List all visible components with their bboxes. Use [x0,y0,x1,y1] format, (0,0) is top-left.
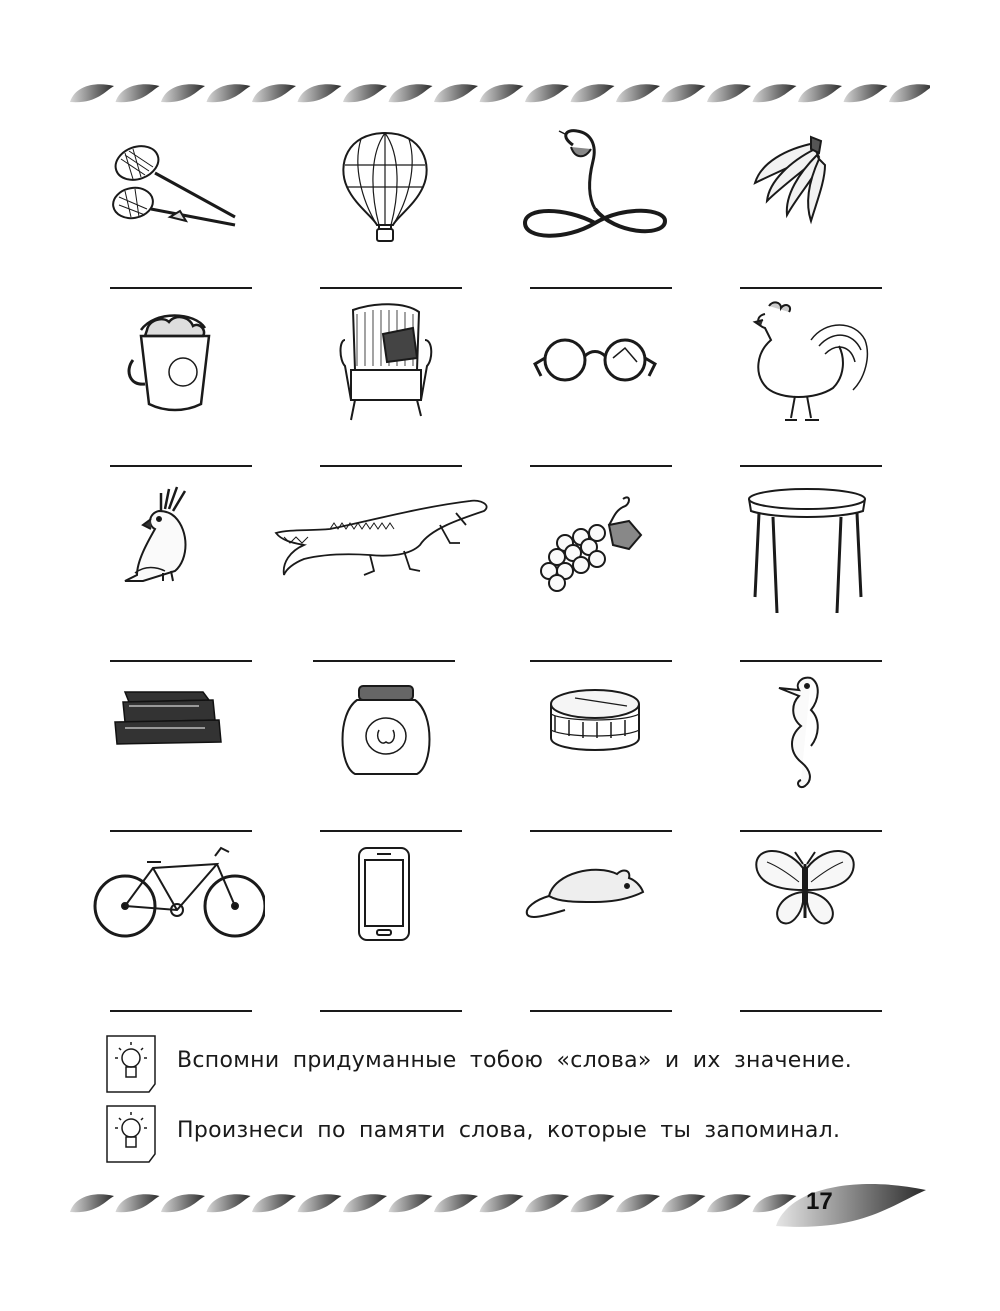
answer-line[interactable] [320,830,462,832]
picture-cell [295,125,475,295]
picture-cell [715,300,895,470]
picture-cell [505,125,685,295]
butterfly-icon [715,840,895,980]
leaf-ornament [298,1194,342,1212]
picture-cell [505,300,685,470]
picture-cell [85,670,265,840]
lightbulb-icon [105,1034,157,1094]
leaf-ornament [434,1194,478,1212]
hint-text: Вспомни придуманные тобою «слова» и их значение. [177,1048,853,1073]
books-icon [85,670,265,810]
answer-line[interactable] [320,465,462,467]
bicycle-icon [85,840,265,980]
answer-line[interactable] [320,1010,462,1012]
picture-cell [295,670,475,840]
leaf-ornament [707,1194,751,1212]
answer-line[interactable] [740,1010,882,1012]
answer-line[interactable] [740,660,882,662]
answer-line[interactable] [740,830,882,832]
picture-cell [505,485,685,655]
picture-cell [270,485,500,655]
drum-icon [505,670,685,810]
hint-text: Произнеси по памяти слова, которые ты запоминал. [177,1118,841,1143]
armchair-icon [295,300,475,440]
picture-cell [715,840,895,1010]
answer-line[interactable] [110,660,252,662]
leaf-ornament [70,1194,114,1212]
leaf-ornament [116,1194,160,1212]
cobra-icon [505,125,685,265]
answer-line[interactable] [110,465,252,467]
cockatoo-icon [85,485,265,625]
leaf-ornament [480,1194,524,1212]
picture-cell [85,125,265,295]
leaf-ornament [389,1194,433,1212]
answer-line[interactable] [740,465,882,467]
rooster-icon [715,300,895,440]
answer-line[interactable] [320,287,462,289]
seahorse-icon [715,670,895,810]
page-number: 17 [806,1188,833,1215]
leaf-icon [770,1166,930,1238]
leaf-ornament [616,1194,660,1212]
leaf-ornament [571,1194,615,1212]
hint-row [105,1034,905,1094]
answer-line[interactable] [110,830,252,832]
page-number-badge [770,1166,930,1238]
jar-icon [295,670,475,810]
leaf-ornament [252,1194,296,1212]
picture-cell [295,840,475,1010]
picture-cell [715,485,895,655]
smartphone-icon [295,840,475,980]
answer-line[interactable] [530,465,672,467]
leaf-ornament [343,1194,387,1212]
answer-line[interactable] [530,660,672,662]
mouse-icon [505,840,685,980]
hot-air-balloon-icon [295,125,475,265]
answer-line[interactable] [530,287,672,289]
answer-line[interactable] [740,287,882,289]
picture-cell [505,840,685,1010]
picture-cell [85,300,265,470]
badminton-rackets-icon [85,125,265,265]
glasses-icon [505,300,685,440]
picture-cell [295,300,475,470]
answer-line[interactable] [313,660,455,662]
answer-line[interactable] [110,1010,252,1012]
answer-line[interactable] [110,287,252,289]
lightbulb-icon [105,1104,157,1164]
leaf-ornament [662,1194,706,1212]
picture-cell [85,840,265,1010]
crocodile-icon [270,485,500,625]
hint-row [105,1104,905,1164]
leaf-ornament [207,1194,251,1212]
picture-cell [715,125,895,295]
bananas-icon [715,125,895,265]
picture-cell [505,670,685,840]
leaf-ornament [161,1194,205,1212]
leaf-ornament [525,1194,569,1212]
picture-cell [715,670,895,840]
answer-line[interactable] [530,1010,672,1012]
grapes-icon [505,485,685,625]
table-icon [715,485,895,625]
picture-cell [85,485,265,655]
answer-line[interactable] [530,830,672,832]
bucket-icon [85,300,265,440]
